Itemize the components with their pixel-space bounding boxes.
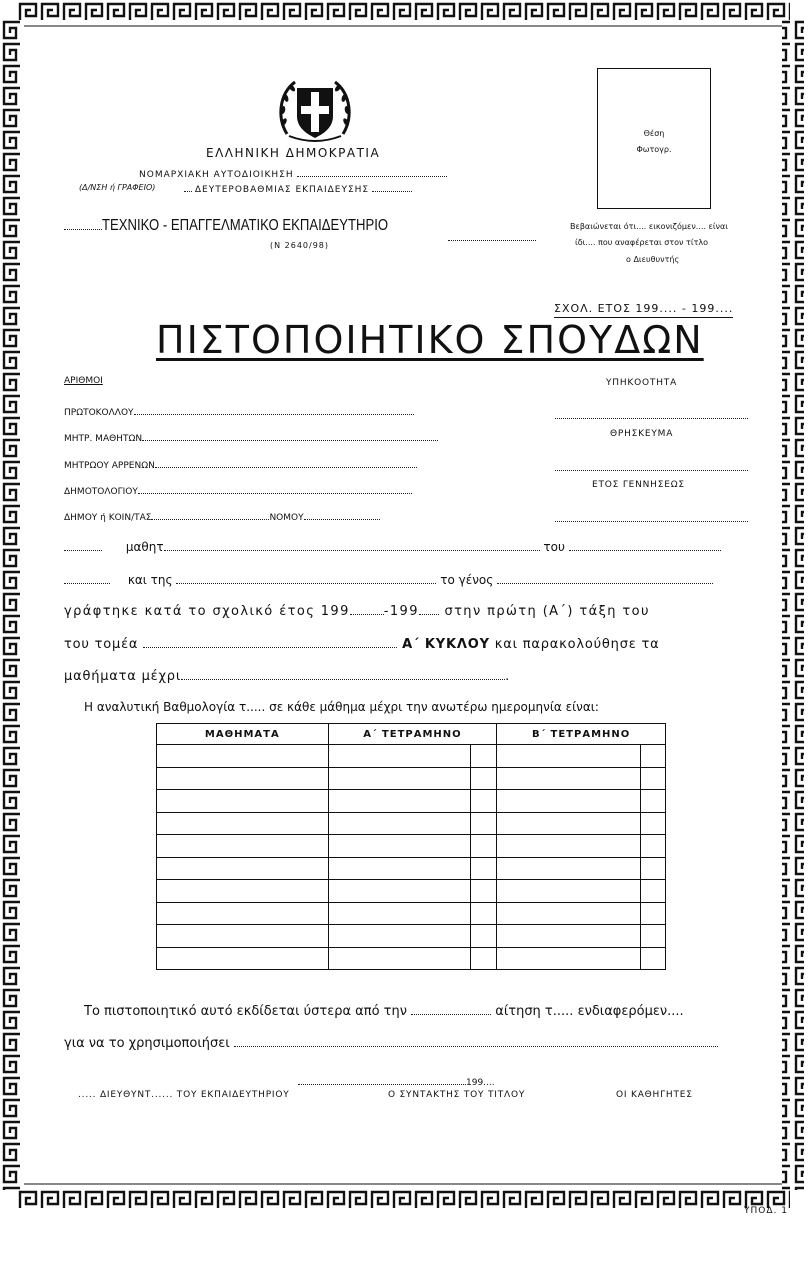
table-row (157, 745, 666, 768)
law-reference: (Ν 2640/98) (270, 241, 330, 250)
table-cell (641, 745, 666, 768)
greek-coat-of-arms-icon (275, 74, 355, 146)
table-cell (497, 857, 641, 880)
table-cell (497, 812, 641, 835)
school-type: ΤΕΧΝΙΚΟ - ΕΠΑΓΓΕΛΜΑΤΙΚΟ ΕΚΠΑΙΔΕΥΤΗΡΙΟ (64, 215, 451, 235)
table-cell (497, 947, 641, 970)
birth-year-label: ΕΤΟΣ ΓΕΝΝΗΣΕΩΣ (592, 480, 685, 490)
citizenship-label: ΥΠΗΚΟΟΤΗΤΑ (606, 378, 678, 388)
table-row (157, 947, 666, 970)
table-cell (328, 790, 471, 813)
table-cell (471, 745, 497, 768)
table-cell (497, 902, 641, 925)
table-cell (157, 880, 329, 903)
table-cell (328, 925, 471, 948)
table-row (157, 857, 666, 880)
table-row (157, 790, 666, 813)
sector-line: του τομέα Α΄ ΚΥΚΛΟΥ και παρακολούθησε τα (64, 637, 660, 652)
table-cell (641, 857, 666, 880)
table-cell (497, 880, 641, 903)
directorate-note: (Δ/ΝΣΗ ή ΓΡΑΦΕΙΟ) (79, 183, 156, 192)
table-cell (641, 880, 666, 903)
table-cell (641, 835, 666, 858)
table-row (157, 925, 666, 948)
table-cell (157, 767, 329, 790)
table-cell (641, 812, 666, 835)
table-cell (471, 835, 497, 858)
table-cell (471, 880, 497, 903)
table-row (157, 880, 666, 903)
teachers-signature: ΟΙ ΚΑΘΗΓΗΤΕΣ (616, 1090, 693, 1100)
table-cell (328, 745, 471, 768)
use-for-line: για να το χρησιμοποιήσει (64, 1036, 718, 1051)
country-name: ΕΛΛΗΝΙΚΗ ΔΗΜΟΚΡΑΤΙΑ (206, 146, 381, 160)
table-row (157, 767, 666, 790)
table-cell (471, 790, 497, 813)
student-line: μαθητ του (64, 540, 721, 554)
table-cell (157, 790, 329, 813)
table-cell (471, 767, 497, 790)
issued-line: Το πιστοποιητικό αυτό εκδίδεται ύστερα από την αίτηση τ..... ενδιαφερόμεν.... (84, 1004, 684, 1019)
table-cell (471, 947, 497, 970)
col-subjects: ΜΑΘΗΜΑΤΑ (157, 724, 329, 745)
director-signature: ..... ΔΙΕΥΘΥΝΤ...... ΤΟΥ ΕΚΠΑΙΔΕΥΤΗΡΙΟΥ (78, 1090, 290, 1100)
photo-certification-3: ο Διευθυντής (626, 255, 680, 264)
table-cell (641, 790, 666, 813)
municipal-register-field: ΔΗΜΟΤΟΛΟΓΙΟΥ (64, 483, 412, 497)
citizenship-field (555, 404, 748, 423)
numbers-heading: ΑΡΙΘΜΟΙ (64, 376, 103, 386)
table-cell (328, 835, 471, 858)
male-register-field: ΜΗΤΡΩΟΥ ΑΡΡΕΝΩΝ (64, 457, 417, 471)
table-cell (641, 902, 666, 925)
form-code: ΥΠΟΔ. 1 (744, 1206, 788, 1216)
grades-table (156, 723, 666, 970)
table-cell (471, 925, 497, 948)
table-cell (157, 745, 329, 768)
table-row (157, 902, 666, 925)
protocol-field: ΠΡΩΤΟΚΟΛΛΟΥ (64, 404, 414, 418)
table-cell (157, 857, 329, 880)
table-cell (497, 745, 641, 768)
student-register-field: ΜΗΤΡ. ΜΑΘΗΤΩΝ (64, 430, 438, 444)
col-term-b: Β΄ ΤΕΤΡΑΜΗΝΟ (497, 724, 666, 745)
table-cell (157, 902, 329, 925)
religion-label: ΘΡΗΣΚΕΥΜΑ (610, 429, 674, 439)
directorate-field: ΔΕΥΤΕΡΟΒΑΘΜΙΑΣ ΕΚΠΑΙΔΕΥΣΗΣ (184, 181, 412, 195)
courses-line: μαθήματα μέχρι . (64, 669, 510, 684)
table-cell (471, 812, 497, 835)
table-cell (497, 835, 641, 858)
prefecture-label: ΝΟΜΑΡΧΙΑΚΗ ΑΥΤΟΔΙΟΙΚΗΣΗ (139, 166, 447, 180)
table-cell (157, 835, 329, 858)
table-row (157, 835, 666, 858)
table-cell (328, 947, 471, 970)
table-cell (157, 925, 329, 948)
photo-placeholder: Θέση Φωτογρ. (597, 68, 711, 209)
municipality-field: ΔΗΜΟΥ ή ΚΟΙΝ/ΤΑΣ ΝΟΜΟΥ (64, 509, 380, 523)
date-line: 199.... (298, 1074, 495, 1088)
table-cell (328, 767, 471, 790)
table-cell (157, 947, 329, 970)
enrollment-line: γράφτηκε κατά το σχολικό έτος 199 -199 στην πρώτη (Α΄) τάξη του (64, 604, 650, 619)
table-cell (157, 812, 329, 835)
table-cell (641, 947, 666, 970)
table-cell (328, 880, 471, 903)
table-cell (328, 857, 471, 880)
birth-year-field (555, 507, 748, 526)
table-cell (497, 767, 641, 790)
photo-certification-2: ίδι.... που αναφέρεται στον τίτλο (575, 238, 709, 247)
table-cell (641, 767, 666, 790)
table-cell (328, 902, 471, 925)
col-term-a: Α΄ ΤΕΤΡΑΜΗΝΟ (328, 724, 497, 745)
table-cell (641, 925, 666, 948)
author-signature: Ο ΣΥΝΤΑΚΤΗΣ ΤΟΥ ΤΙΤΛΟΥ (388, 1090, 526, 1100)
table-header-row (157, 724, 666, 745)
table-cell (471, 857, 497, 880)
table-cell (328, 812, 471, 835)
school-year: ΣΧΟΛ. ΕΤΟΣ 199.... - 199.... (554, 302, 733, 318)
table-cell (471, 902, 497, 925)
mother-line: και της το γένος (64, 573, 713, 587)
table-cell (497, 790, 641, 813)
table-cell (497, 925, 641, 948)
photo-certification-1: Βεβαιώνεται ότι.... εικονιζόμεν.... είναι (570, 222, 729, 231)
page-title: ΠΙΣΤΟΠΟΙΗΤΙΚΟ ΣΠΟΥΔΩΝ (156, 318, 704, 362)
grading-intro: Η αναλυτική Βαθμολογία τ..... σε κάθε μάθημα μέχρι την ανωτέρω ημερομηνία είναι: (84, 700, 599, 714)
religion-field (555, 456, 748, 475)
table-row (157, 812, 666, 835)
school-type-dots (448, 226, 536, 245)
